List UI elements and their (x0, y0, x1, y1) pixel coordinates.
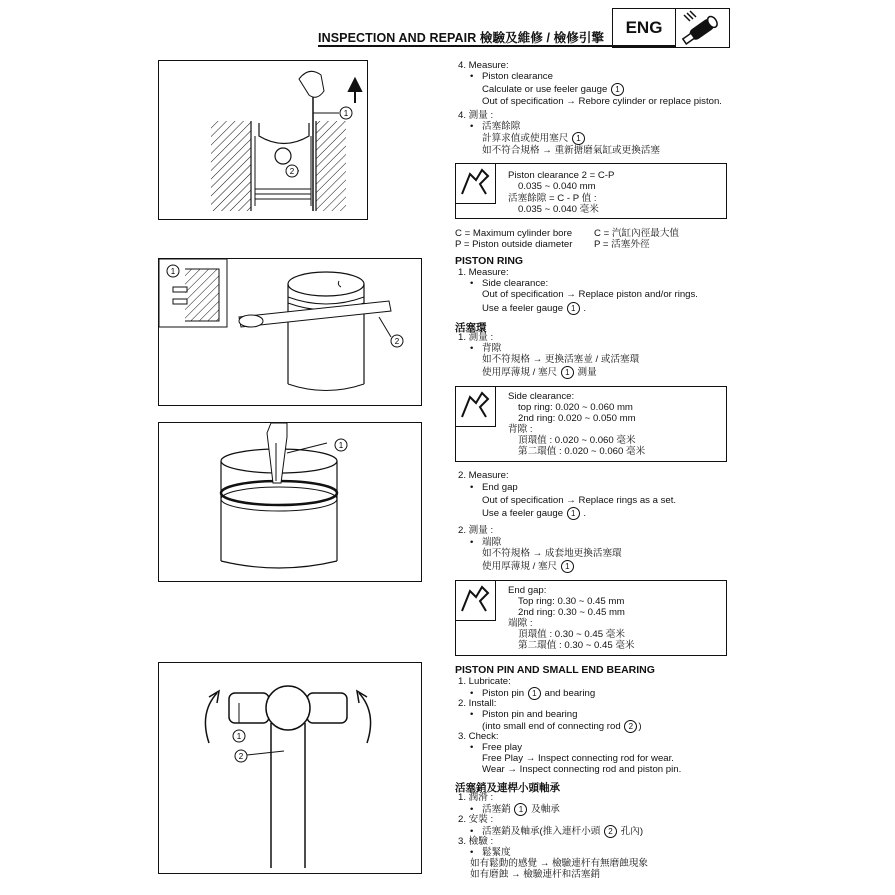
pp-s1-tail: and bearing (544, 688, 596, 700)
spec-box-piston-clearance (455, 163, 727, 219)
pp-zh-s3-line2: 如有磨蝕 → 檢驗連杆和活塞銷 (470, 869, 601, 880)
pp-zh-s3-item-text: 鬆緊度 (482, 847, 511, 858)
pc-zh-item: • 活塞餘隙 (470, 121, 521, 132)
pp-s2-ref: 2 (624, 720, 637, 733)
spec-gap-line6: 第二環值 : 0.30 ~ 0.45 毫米 (518, 640, 635, 651)
page-title: INSPECTION AND REPAIR 檢驗及維修 / 檢修引擎 (318, 31, 605, 45)
fig4-label-1: 1 (236, 732, 242, 741)
spec-side-line3: 2nd ring: 0.020 ~ 0.050 mm (518, 413, 636, 424)
pc-zh-line1-text: 計算求值或使用塞尺 (482, 133, 569, 145)
pr-gap-zh-line1: 如不符規格 → 成套地更換活塞環 (482, 548, 622, 559)
spec-pc-line1: Piston clearance 2 = C-P (508, 170, 615, 181)
pp-s2-item-text: Piston pin and bearing (482, 709, 578, 720)
pr-gap-zh-ref: 1 (561, 560, 574, 573)
pr-gap-line1: Out of specification → Replace rings as a set. (482, 495, 677, 506)
pc-zh-step: 4. 測量 : (458, 110, 494, 121)
spec-pc-line3: 活塞餘隙 = C - P 值 : (508, 193, 597, 204)
pr-gap-zh-line2-text: 使用厚薄規 / 塞尺 (482, 561, 558, 573)
pp-zh-s1-tail: 及軸承 (531, 804, 560, 816)
caliper-icon (456, 581, 496, 621)
spec-side-line1: Side clearance: (508, 391, 575, 402)
fig2-label-2: 2 (394, 337, 400, 346)
pp-zh-s3: 3. 檢驗 : (458, 836, 494, 847)
pp-zh-s1-item: • 活塞銷 1 及軸承 (470, 804, 560, 816)
pr-side-item-text: Side clearance: (482, 278, 549, 289)
pc-en-line1-text: Calculate or use feeler gauge (482, 84, 608, 96)
pr-side-zh-line1: 如不符規格 → 更換活塞並 / 或活塞環 (482, 354, 640, 365)
pp-s2: 2. Install: (458, 698, 497, 709)
fig2-label-1: 1 (170, 267, 176, 276)
legend-c-zh: C = 汽缸內徑最大值 (594, 228, 680, 239)
pr-side-zh-line2b: 測量 (577, 367, 597, 379)
fig3-label-1: 1 (338, 441, 344, 450)
spec-side-line5: 頂環值 : 0.020 ~ 0.060 毫米 (518, 435, 636, 446)
spec-gap-line2: Top ring: 0.30 ~ 0.45 mm (518, 596, 625, 607)
pp-zh-s2-ref: 2 (604, 825, 617, 838)
fig1-label-2: 2 (289, 167, 295, 176)
fig4-label-2: 2 (238, 752, 244, 761)
pp-s3-item: • Free play (470, 742, 522, 753)
pr-side-zh-item: • 背隙 (470, 343, 502, 354)
pr-gap-item: • End gap (470, 482, 518, 493)
pc-zh-line1 (482, 132, 586, 145)
pp-zh-s3-line1: 如有鬆動的感覺 → 檢驗連杆有無磨蝕現象 (470, 858, 649, 869)
pr-gap-ref: 1 (567, 507, 580, 520)
fig1-label-1: 1 (343, 109, 349, 118)
pr-side-zh-ref: 1 (561, 366, 574, 379)
pr-gap-line2: Use a feeler gauge 1 . (482, 508, 587, 520)
section-piston-ring: PISTON RING (455, 255, 524, 267)
pp-zh-s3-item: • 鬆緊度 (470, 847, 511, 858)
pr-side-item: • Side clearance: (470, 278, 549, 289)
pr-gap-line2-text: Use a feeler gauge (482, 508, 564, 520)
spec-side-line6: 第二環值 : 0.020 ~ 0.060 毫米 (518, 446, 646, 457)
spec-side-line2: top ring: 0.020 ~ 0.060 mm (518, 402, 633, 413)
pp-s2-item: • Piston pin and bearing (470, 709, 578, 720)
pc-zh-ref: 1 (572, 132, 585, 145)
legend-c-en: C = Maximum cylinder bore (455, 228, 573, 239)
pp-s3-item-text: Free play (482, 742, 522, 753)
spec-gap-line4: 端隙 : (508, 618, 533, 629)
pr-gap-zh-line2 (482, 560, 575, 573)
pp-zh-s2-item: • 活塞銷及軸承(推入連杆小頭 2 孔內) (470, 826, 644, 838)
pc-en-line1 (482, 83, 625, 96)
pr-side-step: 1. Measure: (458, 267, 509, 278)
pr-gap-zh-step: 2. 測量 : (458, 525, 494, 536)
pc-en-ref: 1 (611, 83, 624, 96)
spec-gap-line5: 頂環值 : 0.30 ~ 0.45 毫米 (518, 629, 625, 640)
pr-gap-zh-item-text: 端隙 (482, 537, 502, 548)
section-piston-pin: PISTON PIN AND SMALL END BEARING (455, 664, 655, 676)
pc-en-item-text: Piston clearance (482, 71, 553, 82)
spec-box-side-clearance (455, 386, 727, 462)
spec-side-line4: 背隙 : (508, 424, 533, 435)
pp-s1-item-text: Piston pin (482, 688, 525, 700)
pp-zh-s2-item-text: 活塞銷及軸承(推入連杆小頭 (482, 826, 601, 838)
pp-s2-line-text: (into small end of connecting rod (482, 721, 621, 733)
pr-side-zh-step: 1. 測量 : (458, 332, 494, 343)
legend-p-en: P = Piston outside diameter (455, 239, 573, 250)
engine-repair-icon (676, 8, 730, 48)
spec-gap-line1: End gap: (508, 585, 547, 596)
pr-gap-zh-item: • 端隙 (470, 537, 502, 548)
pr-side-zh-line2-text: 使用厚薄規 / 塞尺 (482, 367, 558, 379)
figure-end-gap (158, 422, 422, 582)
pr-side-ref: 1 (567, 302, 580, 315)
pp-s3-line2: Wear → Inspect connecting rod and piston pin. (482, 764, 682, 775)
spec-box-end-gap (455, 580, 727, 656)
section-piston-pin-zh: 活塞銷及連桿小頭軸承 (455, 782, 560, 794)
spec-pc-line2: 0.035 ~ 0.040 mm (518, 181, 596, 192)
figure-piston-clearance (158, 60, 368, 220)
section-badge: ENG (612, 8, 676, 48)
pp-s1: 1. Lubricate: (458, 676, 511, 687)
pc-en-item: • Piston clearance (470, 71, 553, 82)
caliper-icon (456, 387, 496, 427)
pp-zh-s1-ref: 1 (514, 803, 527, 816)
spec-gap-line3: 2nd ring: 0.30 ~ 0.45 mm (518, 607, 625, 618)
pr-side-line2: Use a feeler gauge 1 . (482, 303, 587, 315)
pp-zh-s2: 2. 安裝 : (458, 814, 494, 825)
legend-p-zh: P = 活塞外徑 (594, 239, 650, 250)
caliper-icon (456, 164, 496, 204)
pp-s1-item: • Piston pin 1 and bearing (470, 688, 596, 700)
pr-side-line1: Out of specification → Replace piston and/or rings. (482, 289, 698, 300)
pp-zh-s1: 1. 潤滑 : (458, 792, 494, 803)
pr-side-zh-item-text: 背隙 (482, 343, 502, 354)
pp-s3-line1: Free Play → Inspect connecting rod for wear. (482, 753, 674, 764)
pc-en-step: 4. Measure: (458, 60, 509, 71)
pp-zh-s1-item-text: 活塞銷 (482, 804, 511, 816)
pc-zh-line2: 如不符合規格 → 重新搪磨氣缸或更換活塞 (482, 145, 661, 156)
figure-piston-pin (158, 662, 422, 874)
spec-pc-line4: 0.035 ~ 0.040 毫米 (518, 204, 599, 215)
pr-gap-step: 2. Measure: (458, 470, 509, 481)
pp-s2-line: (into small end of connecting rod 2 ) (482, 721, 642, 733)
pr-gap-item-text: End gap (482, 482, 518, 493)
pp-s1-ref: 1 (528, 687, 541, 700)
pc-zh-item-text: 活塞餘隙 (482, 121, 521, 132)
pr-side-line2-text: Use a feeler gauge (482, 303, 564, 315)
pc-en-line2: Out of specification → Rebore cylinder or replace piston. (482, 96, 722, 107)
figure-side-clearance (158, 258, 422, 406)
pr-side-zh-line2 (482, 366, 597, 379)
pp-s3: 3. Check: (458, 731, 499, 742)
section-piston-ring-zh: 活塞環 (455, 322, 487, 334)
pp-zh-s2-tail: 孔內) (620, 826, 644, 838)
